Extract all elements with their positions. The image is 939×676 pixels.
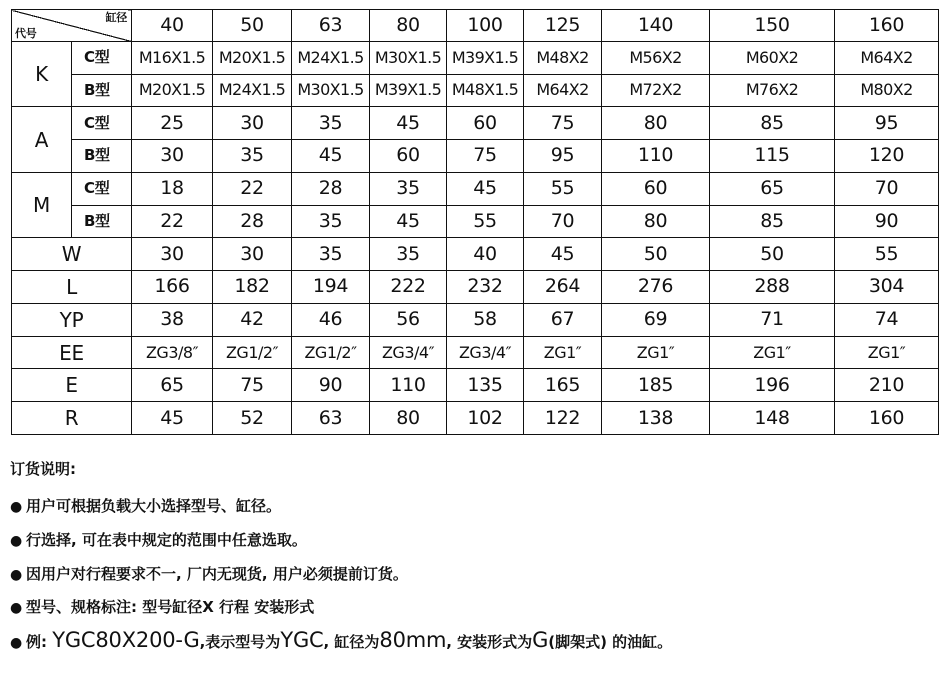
cell: 75 [213, 369, 292, 402]
cell: 165 [524, 369, 602, 402]
cell: 95 [835, 107, 939, 140]
cell: M76X2 [710, 74, 835, 107]
cell: 56 [370, 303, 447, 336]
spec-table [11, 9, 939, 435]
sub-label: B型 [72, 205, 132, 238]
sub-label: C型 [72, 172, 132, 205]
cell: 55 [447, 205, 524, 238]
cell: M30X1.5 [370, 41, 447, 74]
cell: 67 [524, 303, 602, 336]
cell: 264 [524, 271, 602, 304]
cell: 288 [710, 271, 835, 304]
cell: 30 [132, 140, 213, 173]
cell: 75 [524, 107, 602, 140]
cell: 110 [370, 369, 447, 402]
cell: 65 [710, 172, 835, 205]
cell: M60X2 [710, 41, 835, 74]
cell: M64X2 [524, 74, 602, 107]
cell: 35 [292, 107, 370, 140]
cell: 35 [292, 238, 370, 271]
cell: 120 [835, 140, 939, 173]
table-row [12, 336, 939, 369]
cell: 45 [132, 402, 213, 435]
cell: 304 [835, 271, 939, 304]
table-row [12, 107, 939, 140]
cell: 25 [132, 107, 213, 140]
table-row [12, 271, 939, 304]
table-row [12, 402, 939, 435]
cell: 185 [602, 369, 710, 402]
cell: ZG1/2″ [292, 336, 370, 369]
cell: 45 [447, 172, 524, 205]
cell: 115 [710, 140, 835, 173]
example-model: YGC [280, 628, 324, 652]
cell: M20X1.5 [213, 41, 292, 74]
cell: 110 [602, 140, 710, 173]
cell: 22 [132, 205, 213, 238]
cell: 46 [292, 303, 370, 336]
cell: ZG1/2″ [213, 336, 292, 369]
cell: ZG1″ [710, 336, 835, 369]
cell: 90 [835, 205, 939, 238]
cell: 276 [602, 271, 710, 304]
header-row [12, 10, 939, 42]
cell: 30 [213, 107, 292, 140]
cell: 122 [524, 402, 602, 435]
cell: 194 [292, 271, 370, 304]
table-row [12, 74, 939, 107]
cell: M24X1.5 [292, 41, 370, 74]
cell: 102 [447, 402, 524, 435]
cell: M56X2 [602, 41, 710, 74]
cell: M39X1.5 [447, 41, 524, 74]
sub-label: C型 [72, 107, 132, 140]
cell: 45 [370, 107, 447, 140]
example-text: , 安装形式为 [446, 633, 533, 651]
row-label-m: M [12, 172, 72, 238]
cell: 50 [710, 238, 835, 271]
row-label-e: E [12, 369, 132, 402]
row-label-yp: YP [12, 303, 132, 336]
cell: 35 [370, 172, 447, 205]
sub-label: B型 [72, 74, 132, 107]
cell: 85 [710, 205, 835, 238]
bore-header: 100 [447, 10, 524, 42]
cell: 210 [835, 369, 939, 402]
cell: 70 [524, 205, 602, 238]
cell: 55 [524, 172, 602, 205]
cell: 95 [524, 140, 602, 173]
example-prefix: 例: [26, 633, 53, 651]
example-text: (脚架式) 的油缸。 [548, 633, 673, 651]
row-label-ee: EE [12, 336, 132, 369]
corner-bottom-label: 代号 [15, 26, 37, 40]
note-item [10, 495, 281, 516]
cell: 60 [370, 140, 447, 173]
table-row [12, 303, 939, 336]
cell: 40 [447, 238, 524, 271]
cell: 222 [370, 271, 447, 304]
cell: 71 [710, 303, 835, 336]
cell: ZG3/8″ [132, 336, 213, 369]
table-row [12, 238, 939, 271]
table-row [12, 205, 939, 238]
cell: ZG3/4″ [447, 336, 524, 369]
row-label-a: A [12, 107, 72, 173]
cell: 90 [292, 369, 370, 402]
bore-header: 50 [213, 10, 292, 42]
cell: 85 [710, 107, 835, 140]
cell: 42 [213, 303, 292, 336]
cell: M72X2 [602, 74, 710, 107]
cell: 182 [213, 271, 292, 304]
cell: 63 [292, 402, 370, 435]
cell: 45 [292, 140, 370, 173]
cell: 30 [132, 238, 213, 271]
cell: 80 [602, 107, 710, 140]
cell: M30X1.5 [292, 74, 370, 107]
bore-header: 63 [292, 10, 370, 42]
bullet-icon: ● [10, 600, 23, 616]
cell: ZG3/4″ [370, 336, 447, 369]
note-text: 型号、规格标注: 型号缸径X 行程 安装形式 [26, 598, 315, 616]
cell: 74 [835, 303, 939, 336]
bore-header: 150 [710, 10, 835, 42]
cell: 196 [710, 369, 835, 402]
cell: M39X1.5 [370, 74, 447, 107]
cell: 148 [710, 402, 835, 435]
cell: 138 [602, 402, 710, 435]
bore-header: 160 [835, 10, 939, 42]
cell: 232 [447, 271, 524, 304]
cell: 135 [447, 369, 524, 402]
cell: 30 [213, 238, 292, 271]
note-item [10, 596, 314, 617]
cell: 22 [213, 172, 292, 205]
cell: 60 [602, 172, 710, 205]
bullet-icon: ● [10, 499, 23, 515]
cell: 65 [132, 369, 213, 402]
cell: M48X1.5 [447, 74, 524, 107]
example-text: ,表示型号为 [199, 633, 281, 651]
cell: 60 [447, 107, 524, 140]
table-row [12, 172, 939, 205]
table-row [12, 369, 939, 402]
row-label-w: W [12, 238, 132, 271]
sub-label: B型 [72, 140, 132, 173]
corner-cell [12, 10, 132, 42]
cell: 75 [447, 140, 524, 173]
cell: M80X2 [835, 74, 939, 107]
cell: 38 [132, 303, 213, 336]
example-text: , 缸径为 [323, 633, 380, 651]
bullet-icon: ● [10, 635, 23, 651]
bullet-icon: ● [10, 533, 23, 549]
cell: ZG1″ [835, 336, 939, 369]
note-item [10, 529, 307, 550]
cell: M24X1.5 [213, 74, 292, 107]
row-label-k: K [12, 41, 72, 107]
note-text: 因用户对行程要求不一, 厂内无现货, 用户必须提前订货。 [26, 565, 408, 583]
cell: 55 [835, 238, 939, 271]
note-text: 行选择, 可在表中规定的范围中任意选取。 [26, 531, 307, 549]
example-bore: 80mm [379, 628, 447, 652]
sub-label: C型 [72, 41, 132, 74]
example-code: YGC80X200-G [52, 628, 200, 652]
cell: M16X1.5 [132, 41, 213, 74]
corner-top-label: 缸径 [105, 11, 127, 24]
cell: 45 [524, 238, 602, 271]
cell: 35 [213, 140, 292, 173]
cell: 160 [835, 402, 939, 435]
note-example [10, 628, 672, 652]
cell: 45 [370, 205, 447, 238]
cell: 50 [602, 238, 710, 271]
cell: ZG1″ [602, 336, 710, 369]
cell: M64X2 [835, 41, 939, 74]
cell: 166 [132, 271, 213, 304]
bullet-icon: ● [10, 567, 23, 583]
cell: 35 [370, 238, 447, 271]
bore-header: 40 [132, 10, 213, 42]
note-text: 用户可根据负载大小选择型号、缸径。 [26, 497, 282, 515]
cell: 28 [292, 172, 370, 205]
cell: 58 [447, 303, 524, 336]
cell: 80 [370, 402, 447, 435]
cell: M20X1.5 [132, 74, 213, 107]
notes-title: 订货说明: [10, 460, 76, 478]
cell: 35 [292, 205, 370, 238]
cell: 69 [602, 303, 710, 336]
cell: M48X2 [524, 41, 602, 74]
bore-header: 140 [602, 10, 710, 42]
cell: 18 [132, 172, 213, 205]
note-item [10, 563, 408, 584]
cell: ZG1″ [524, 336, 602, 369]
table-row [12, 140, 939, 173]
cell: 28 [213, 205, 292, 238]
row-label-l: L [12, 271, 132, 304]
cell: 80 [602, 205, 710, 238]
bore-header: 125 [524, 10, 602, 42]
bore-header: 80 [370, 10, 447, 42]
row-label-r: R [12, 402, 132, 435]
cell: 70 [835, 172, 939, 205]
example-mount: G [532, 628, 549, 652]
table-row [12, 41, 939, 74]
cell: 52 [213, 402, 292, 435]
